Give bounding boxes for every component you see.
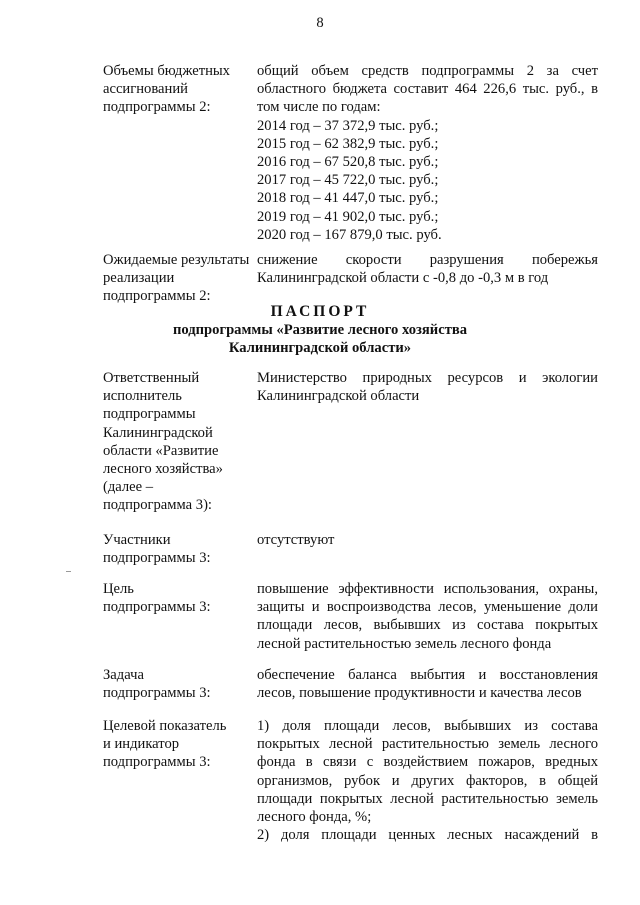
row-label — [103, 369, 248, 515]
row-label — [103, 62, 248, 117]
value-line: отсутствуют — [257, 532, 335, 548]
value-line: площади покрытых лесной растительностью земель — [257, 790, 598, 807]
label-line: Цель — [103, 581, 134, 597]
margin-mark — [66, 571, 71, 572]
value-line-year: 2020 год – 167 879,0 тыс. руб. — [257, 226, 442, 243]
value-line: организмов, рубок и других факторов, в общей — [257, 772, 598, 789]
value-line: Калининградской области с -0,8 до -0,3 м в год — [257, 270, 549, 287]
value-line: лесной растительностью земель лесного фонда — [257, 635, 552, 652]
value-line-year: 2014 год – 37 372,9 тыс. руб.; — [257, 117, 439, 134]
label-line: подпрограммы 2: — [103, 288, 211, 305]
row-label — [103, 580, 248, 616]
value-line: областного бюджета составит 464 226,6 тыс. руб., в — [257, 81, 598, 98]
row-label — [103, 717, 248, 772]
value-line: Калининградской области — [257, 388, 420, 405]
row-value — [257, 666, 598, 702]
row-value — [257, 369, 598, 405]
value-line: фонда в связи с воздействием пожаров, вредных — [257, 754, 598, 771]
label-line: подпрограммы 3: — [103, 754, 211, 771]
label-line: Объемы бюджетных — [103, 63, 230, 79]
label-line: лесного хозяйства» — [103, 461, 223, 478]
label-line: Задача — [103, 667, 144, 683]
heading-title: ПАСПОРТ — [270, 303, 370, 320]
row-value — [257, 251, 598, 287]
value-line-year: 2017 год – 45 722,0 тыс. руб.; — [257, 172, 439, 189]
row-label — [103, 531, 248, 567]
value-line: снижение скорости разрушения побережья — [257, 252, 598, 268]
label-line: реализации — [103, 270, 175, 287]
label-line: подпрограммы 2: — [103, 99, 211, 116]
label-line: подпрограмма 3): — [103, 497, 212, 514]
row-value — [257, 580, 598, 653]
row-label — [103, 251, 248, 306]
heading-line: подпрограммы «Развитие лесного хозяйства — [172, 322, 468, 339]
label-line: подпрограммы 3: — [103, 685, 211, 702]
value-line-year: 2015 год – 62 382,9 тыс. руб.; — [257, 135, 439, 152]
page-number: 8 — [316, 15, 324, 31]
value-line: 1) доля площади лесов, выбывших из состава — [257, 718, 598, 734]
value-line: 2) доля площади ценных лесных насаждений в — [257, 827, 598, 844]
value-line-year: 2019 год – 41 902,0 тыс. руб.; — [257, 208, 439, 225]
heading-line: Калининградской области» — [228, 340, 412, 357]
value-line: лесного фонда, %; — [257, 809, 372, 826]
value-line: повышение эффективности использования, охраны, — [257, 581, 598, 597]
value-line: площади лесов, выбывших из состава покрытых — [257, 617, 598, 634]
value-line: защиты и воспроизводства лесов, уменьшение доли — [257, 599, 598, 616]
label-line: ассигнований — [103, 81, 188, 98]
label-line: подпрограммы 3: — [103, 550, 211, 567]
label-line: и индикатор — [103, 736, 180, 753]
value-line-year: 2018 год – 41 447,0 тыс. руб.; — [257, 190, 439, 207]
value-line: покрытых лесной растительностью земель лесного — [257, 736, 598, 753]
value-line: обеспечение баланса выбытия и восстановления — [257, 667, 598, 683]
label-line: Ответственный — [103, 370, 200, 386]
label-line: Ожидаемые результаты — [103, 252, 250, 268]
row-label — [103, 666, 248, 702]
label-line: исполнитель — [103, 388, 182, 405]
label-line: Калининградской — [103, 424, 213, 441]
passport-heading — [0, 303, 640, 358]
label-line: подпрограммы — [103, 406, 196, 423]
label-line: Участники — [103, 532, 171, 548]
value-line: Министерство природных ресурсов и экологии — [257, 370, 598, 386]
label-line: (далее – — [103, 479, 154, 496]
value-line: общий объем средств подпрограммы 2 за счет — [257, 63, 598, 79]
label-line: Целевой показатель — [103, 718, 227, 734]
row-value — [257, 531, 598, 549]
label-line: подпрограммы 3: — [103, 599, 211, 616]
value-line: лесов, повышение продуктивности и качества лесов — [257, 685, 582, 702]
label-line: области «Развитие — [103, 442, 219, 459]
row-value — [257, 62, 598, 244]
value-line-year: 2016 год – 67 520,8 тыс. руб.; — [257, 154, 439, 171]
value-line: том числе по годам: — [257, 99, 381, 116]
row-value — [257, 717, 598, 844]
